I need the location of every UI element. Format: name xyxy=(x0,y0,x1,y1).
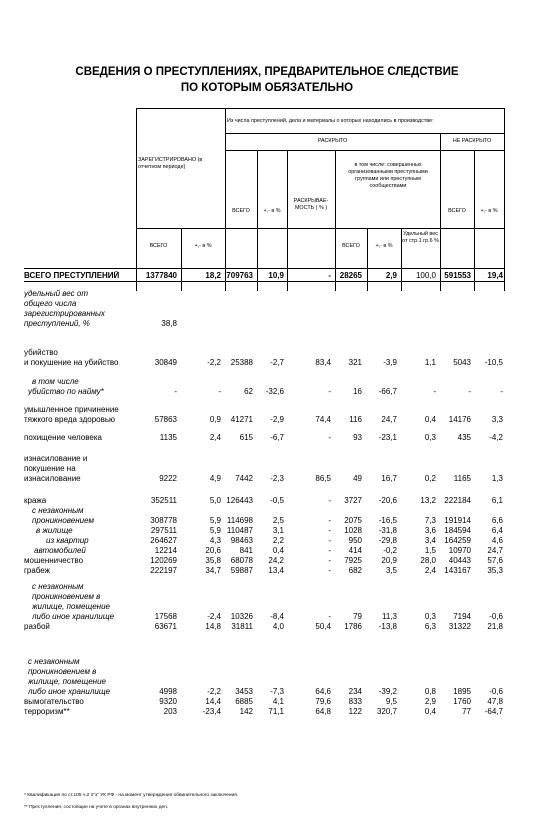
table-cell: -0,2 xyxy=(383,546,397,555)
table-cell: 59887 xyxy=(230,566,253,575)
row-label: изнасилование xyxy=(24,474,81,483)
table-cell: 116 xyxy=(349,415,362,424)
table-cell: -20,6 xyxy=(378,496,397,505)
table-cell: 4,9 xyxy=(209,474,221,483)
table-cell: 24,7 xyxy=(381,415,397,424)
table-cell: 5,0 xyxy=(209,496,221,505)
row-label: жилище, помещение xyxy=(28,677,106,686)
row-label: с незаконным xyxy=(28,657,80,666)
table-cell: 352511 xyxy=(150,496,177,505)
row-label: ВСЕГО ПРЕСТУПЛЕНИЙ xyxy=(24,271,120,280)
table-cell: 0,4 xyxy=(272,546,284,555)
table-cell: - xyxy=(328,612,331,621)
row-label: убийство xyxy=(24,348,58,357)
table-cell: 1,3 xyxy=(491,474,503,483)
table-cell: 14176 xyxy=(448,415,471,424)
table-cell: 83,4 xyxy=(315,358,331,367)
table-cell: 24,2 xyxy=(268,556,284,565)
row-label: жилище, помещение xyxy=(32,602,110,611)
table-cell: 14,8 xyxy=(205,622,221,631)
table-cell: 17568 xyxy=(154,612,177,621)
table-cell: 4998 xyxy=(159,687,177,696)
table-cell: 9,5 xyxy=(385,697,397,706)
table-cell: 5,9 xyxy=(209,516,221,525)
table-cell: 31811 xyxy=(231,622,253,631)
table-cell: 2,5 xyxy=(272,516,284,525)
table-cell: -0,5 xyxy=(270,496,284,505)
table-cell: - xyxy=(174,387,177,396)
table-cell: - xyxy=(328,566,331,575)
title-line-2: ПО КОТОРЫМ ОБЯЗАТЕЛЬНО xyxy=(180,82,354,94)
table-cell: 18,2 xyxy=(205,271,221,280)
table-cell: 77 xyxy=(462,707,471,716)
table-cell: 1786 xyxy=(344,622,362,631)
table-cell: 3,5 xyxy=(385,566,397,575)
table-cell: 120269 xyxy=(150,556,177,565)
table-cell: 321 xyxy=(348,358,362,367)
table-cell: 4,0 xyxy=(272,622,284,631)
header-registered: ЗАРЕГИСТРИРОВАНО (в отчетном периоде) xyxy=(138,157,203,170)
table-cell: 709763 xyxy=(226,271,253,280)
table-cell: 5,9 xyxy=(209,526,221,535)
table-cell: 2,9 xyxy=(385,271,397,280)
table-cell: 68078 xyxy=(230,556,253,565)
row-label: терроризм** xyxy=(24,707,70,716)
table-cell: -2,3 xyxy=(270,474,284,483)
table-cell: 40443 xyxy=(448,556,471,565)
row-label: мошенничество xyxy=(24,556,84,565)
table-cell: 100,0 xyxy=(415,271,436,280)
title-line-1: СВЕДЕНИЯ О ПРЕСТУПЛЕНИЯХ, ПРЕДВАРИТЕЛЬНОЕ СЛЕДСТВИЕ xyxy=(75,66,459,78)
header-solved-total: ВСЕГО xyxy=(232,208,250,214)
table-cell: - xyxy=(328,433,331,442)
table-cell: 184594 xyxy=(444,526,471,535)
header-reg-total: ВСЕГО xyxy=(149,243,168,249)
header-share: Удельный вес от стр.1 гр.6 % xyxy=(402,231,439,244)
table-cell: 3727 xyxy=(344,496,362,505)
table-cell: 2,9 xyxy=(424,697,436,706)
table-cell: 93 xyxy=(353,433,362,442)
table-cell: 5043 xyxy=(453,358,471,367)
table-cell: 222197 xyxy=(150,566,177,575)
table-cell: -23,4 xyxy=(202,707,221,716)
table-cell: 234 xyxy=(348,687,362,696)
table-cell: 1,5 xyxy=(424,546,436,555)
table-cell: 63671 xyxy=(154,622,177,631)
row-label: убийство по найму* xyxy=(28,387,104,396)
table-cell: 21,8 xyxy=(487,622,503,631)
table-cell: -10,5 xyxy=(484,358,503,367)
table-cell: 1,1 xyxy=(424,358,436,367)
table-cell: -39,2 xyxy=(378,687,397,696)
table-cell: 35,8 xyxy=(205,556,221,565)
header-solved-pct: +,- в % xyxy=(263,208,281,214)
table-cell: 3453 xyxy=(235,687,253,696)
table-cell: 203 xyxy=(163,707,177,716)
row-label: либо иное хранилище xyxy=(28,687,111,696)
table-cell: 6,4 xyxy=(491,526,503,535)
table-cell: 435 xyxy=(457,433,471,442)
table-cell: - xyxy=(328,387,331,396)
footnote-2: ** Преступления, состоящие на учете в органах внутренних дел. xyxy=(24,805,169,810)
table-cell: 1760 xyxy=(453,697,471,706)
table-cell: 16,7 xyxy=(381,474,397,483)
table-cell: 682 xyxy=(348,566,362,575)
table-cell: 41271 xyxy=(230,415,253,424)
table-cell: -66,7 xyxy=(378,387,397,396)
table-cell: -2,2 xyxy=(207,358,221,367)
table-cell: -13,8 xyxy=(378,622,397,631)
table-cell: - xyxy=(328,546,331,555)
header-solved: РАСКРЫТО xyxy=(317,138,348,144)
header-solve-rate: РАСКРЫВАЕ-МОСТЬ ( % ) xyxy=(293,198,329,211)
table-cell: 833 xyxy=(348,697,362,706)
table-cell: 31322 xyxy=(448,622,471,631)
row-label: кража xyxy=(24,496,47,505)
row-label: тяжкого вреда здоровью xyxy=(24,415,116,424)
table-cell: 2,4 xyxy=(424,566,436,575)
table-cell: -0,6 xyxy=(489,687,503,696)
table-cell: 28,0 xyxy=(420,556,436,565)
table-cell: 4,3 xyxy=(209,536,221,545)
header-unsolved-pct: +,- в % xyxy=(480,208,498,214)
table-cell: 7442 xyxy=(235,474,253,483)
table-cell: -0,6 xyxy=(489,612,503,621)
table-cell: 6,3 xyxy=(424,622,436,631)
header-grp-total: ВСЕГО xyxy=(342,243,360,249)
row-label: в том числе xyxy=(32,377,79,386)
table-cell: 7194 xyxy=(453,612,471,621)
table-cell: 0,3 xyxy=(424,433,436,442)
table-cell: 0,3 xyxy=(424,612,436,621)
table-cell: 3,1 xyxy=(272,526,284,535)
table-cell: 57,6 xyxy=(487,556,503,565)
table-cell: 841 xyxy=(239,546,253,555)
table-cell: 13,4 xyxy=(268,566,284,575)
table-cell: - xyxy=(328,496,331,505)
table-cell: - xyxy=(500,387,503,396)
table-cell: 49 xyxy=(353,474,362,483)
table-cell: 98463 xyxy=(230,536,253,545)
table-cell: 14,4 xyxy=(205,697,221,706)
table-cell: 142 xyxy=(239,707,253,716)
row-label: изнасилование и xyxy=(24,454,88,463)
table-cell: 4,1 xyxy=(272,697,284,706)
table-cell: 4,6 xyxy=(491,536,503,545)
table-cell: 62 xyxy=(244,387,253,396)
header-unsolved: НЕ РАСКРЫТО xyxy=(452,138,492,144)
table-cell: -32,6 xyxy=(265,387,284,396)
row-label: автомобилей xyxy=(34,546,86,555)
table-cell: 28265 xyxy=(339,271,362,280)
table-cell: 64,6 xyxy=(315,687,331,696)
row-label: с незаконным xyxy=(32,582,84,591)
table-cell: 110487 xyxy=(226,526,253,535)
table-cell: - xyxy=(328,536,331,545)
table-cell: 34,7 xyxy=(205,566,221,575)
table-cell: 19,4 xyxy=(487,271,503,280)
table-cell: 7925 xyxy=(344,556,362,565)
table-cell: -4,2 xyxy=(489,433,503,442)
table-cell: 24,7 xyxy=(487,546,503,555)
table-cell: 297511 xyxy=(150,526,177,535)
row-label: удельный вес от xyxy=(24,289,88,298)
table-cell: 64,8 xyxy=(315,707,331,716)
table-cell: -2,4 xyxy=(207,612,221,621)
row-label: похищение человека xyxy=(24,433,102,442)
row-label: в жилище xyxy=(36,526,73,535)
table-cell: 9222 xyxy=(159,474,177,483)
row-label: разбой xyxy=(24,622,50,631)
table-cell: 13,2 xyxy=(420,496,436,505)
table-cell: 10326 xyxy=(230,612,253,621)
table-cell: 3,4 xyxy=(424,536,436,545)
table-cell: 308778 xyxy=(150,516,177,525)
table-cell: 20,6 xyxy=(205,546,221,555)
row-label: преступлений, % xyxy=(24,319,90,328)
table-cell: - xyxy=(328,526,331,535)
header-grp-pct: +,- в % xyxy=(375,243,393,249)
table-cell: 2,2 xyxy=(272,536,284,545)
table-cell: 143167 xyxy=(444,566,471,575)
table-cell: 2075 xyxy=(344,516,362,525)
table-cell: -2,7 xyxy=(270,358,284,367)
row-label: проникновением xyxy=(32,516,94,525)
table-cell: 10,9 xyxy=(268,271,284,280)
row-label: из квартир xyxy=(46,536,89,545)
table-cell: - xyxy=(468,387,471,396)
table-cell: -31,8 xyxy=(378,526,397,535)
table-cell: 2,4 xyxy=(209,433,221,442)
table-cell: 79,6 xyxy=(315,697,331,706)
table-cell: 16 xyxy=(353,387,362,396)
table-cell: - xyxy=(328,271,331,280)
table-cell: 126443 xyxy=(226,496,253,505)
table-cell: 0,9 xyxy=(209,415,221,424)
table-cell: 122 xyxy=(348,707,362,716)
table-cell: 3,6 xyxy=(424,526,436,535)
row-label: зарегистрированных xyxy=(24,309,105,318)
table-cell: 79 xyxy=(353,612,362,621)
table-cell: 0,2 xyxy=(424,474,436,483)
table-cell: -6,7 xyxy=(270,433,284,442)
table-cell: -2,2 xyxy=(207,687,221,696)
table-cell: 20,9 xyxy=(381,556,397,565)
table-cell: -8,4 xyxy=(270,612,284,621)
table-cell: 0,4 xyxy=(424,415,436,424)
row-label: общего числа xyxy=(24,299,77,308)
table-cell: 1028 xyxy=(344,526,362,535)
table-cell: 7,3 xyxy=(424,516,436,525)
table-cell: 6885 xyxy=(235,697,253,706)
table-cell: 11,3 xyxy=(382,612,397,621)
table-cell: -29,8 xyxy=(378,536,397,545)
table-cell: 6,6 xyxy=(491,516,503,525)
table-cell: 3,3 xyxy=(491,415,503,424)
table-cell: 191914 xyxy=(444,516,471,525)
table-cell: 47,8 xyxy=(487,697,503,706)
table-cell: 0,8 xyxy=(424,687,436,696)
table-cell: 35,3 xyxy=(487,566,503,575)
table-cell: -3,9 xyxy=(383,358,397,367)
row-label: и покушение на убийство xyxy=(24,358,119,367)
table-cell: 57863 xyxy=(154,415,177,424)
header-groups: в том числе: совершенных организованными преступными группами или преступным сообществами xyxy=(348,162,428,189)
table-cell: -23,1 xyxy=(378,433,397,442)
table-cell: -2,9 xyxy=(270,415,284,424)
table-cell: -64,7 xyxy=(484,707,503,716)
row-label: умышленное причинение xyxy=(24,405,119,414)
table-cell: - xyxy=(328,516,331,525)
table-cell: 222184 xyxy=(444,496,471,505)
table-cell: 615 xyxy=(239,433,253,442)
row-label: покушение на xyxy=(24,464,76,473)
table-cell: 1165 xyxy=(453,474,471,483)
table-cell: 164259 xyxy=(444,536,471,545)
table-cell: 10970 xyxy=(448,546,471,555)
row-label: с незаконным xyxy=(32,506,84,515)
table-cell: 25388 xyxy=(230,358,253,367)
report-title xyxy=(0,64,534,96)
table-cell: 1895 xyxy=(453,687,471,696)
table-cell: 6,1 xyxy=(491,496,503,505)
table-cell: 71,1 xyxy=(268,707,284,716)
table-cell: 38,8 xyxy=(161,319,177,328)
table-cell: 30849 xyxy=(154,358,177,367)
row-label: проникновением в xyxy=(28,667,97,676)
table-cell: - xyxy=(328,556,331,565)
table-cell: - xyxy=(218,387,221,396)
table-cell: 950 xyxy=(348,536,362,545)
footnote-1: * Квалификация по ст.105 ч.2 п"з" УК РФ - на момент утверждения обвинительного заключения. xyxy=(24,793,239,798)
table-cell: 591553 xyxy=(444,271,471,280)
row-label: либо иное хранилище xyxy=(32,612,115,621)
table-cell: 50,4 xyxy=(315,622,331,631)
table-cell: 74,4 xyxy=(315,415,331,424)
table-cell: 1135 xyxy=(159,433,177,442)
table-cell: 264627 xyxy=(150,536,177,545)
table-cell: 0,4 xyxy=(424,707,436,716)
table-cell: 12214 xyxy=(154,546,177,555)
table-cell: -16,5 xyxy=(378,516,397,525)
table-cell: 320,7 xyxy=(376,707,397,716)
header-reg-pct: +,- в % xyxy=(194,243,212,249)
table-cell: 114698 xyxy=(226,516,253,525)
header-in-production: Из числа преступлений, дела и материалы о которых находились в производстве: xyxy=(227,118,434,124)
table-cell: 9320 xyxy=(159,697,177,706)
table-cell: -7,3 xyxy=(270,687,284,696)
table-cell: 414 xyxy=(348,546,362,555)
table-cell: 1377840 xyxy=(145,271,177,280)
header-unsolved-total: ВСЕГО xyxy=(448,208,466,214)
row-label: вымогательство xyxy=(24,697,84,706)
row-label: проникновением в xyxy=(32,592,101,601)
table-cell: - xyxy=(433,387,436,396)
table-cell: 86,5 xyxy=(315,474,331,483)
row-label: грабеж xyxy=(24,566,51,575)
